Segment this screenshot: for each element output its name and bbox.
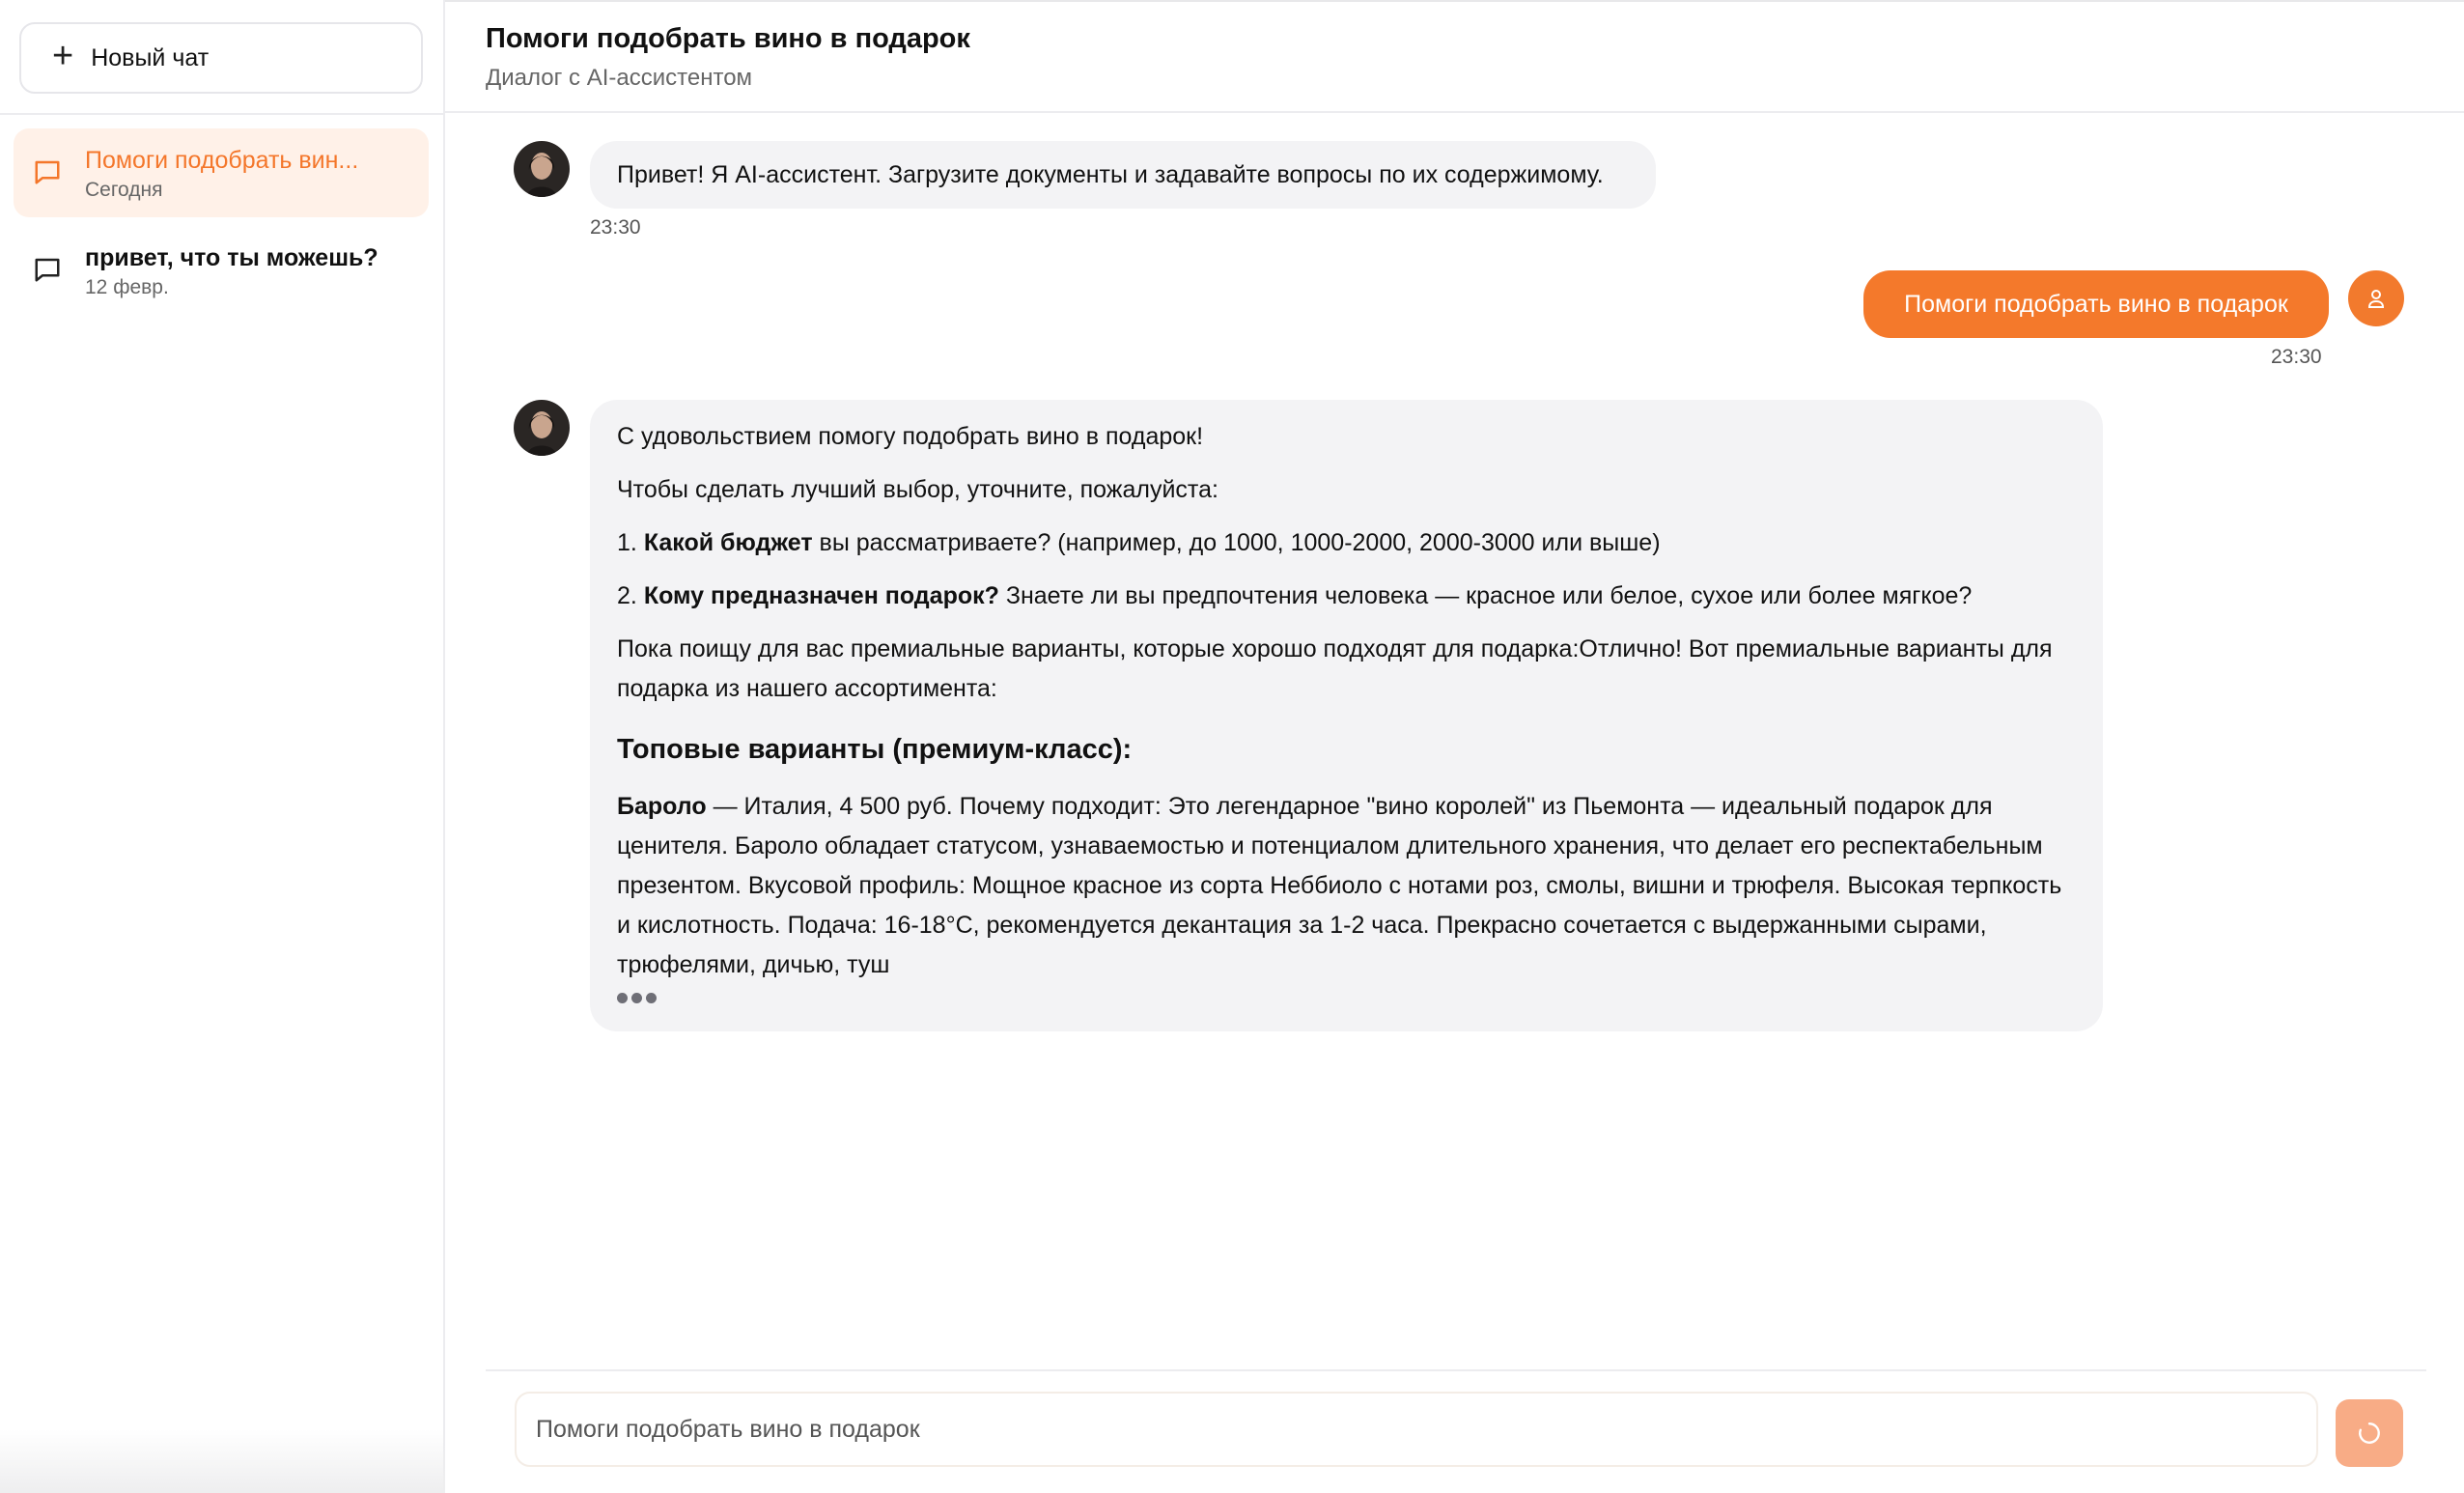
reply-paragraph: Пока поищу для вас премиальные варианты, которые хорошо подходят для подарка:Отлично! Вот премиальные варианты для подарка из нашего ассортимента:	[617, 635, 2053, 702]
assistant-avatar	[514, 400, 570, 456]
page-title: Помоги подобрать вино в подарок	[486, 23, 970, 54]
reply-question-1	[617, 523, 2076, 563]
reply-paragraph: С удовольствием помогу подобрать вино в подарок!	[617, 423, 1204, 450]
new-chat-label: Новый чат	[91, 43, 210, 71]
chat-item-title: привет, что ты можешь?	[85, 244, 378, 271]
user-message-text: Помоги подобрать вино в подарок	[1904, 290, 2288, 318]
assistant-message-text: Привет! Я AI-ассистент. Загрузите документы и задавайте вопросы по их содержимому.	[617, 160, 1604, 188]
chat-item-date: Сегодня	[85, 179, 163, 201]
assistant-portrait-icon	[514, 400, 570, 456]
user-icon	[2365, 287, 2388, 310]
message-input[interactable]	[536, 1416, 2316, 1444]
message-square-icon	[33, 255, 62, 284]
message-square-icon	[33, 157, 62, 186]
question-text: вы рассматриваете? (например, до 1000, 1000-2000, 2000-3000 или выше)	[812, 529, 1661, 556]
assistant-reply-bubble	[590, 400, 2103, 1031]
plus-icon: +	[52, 36, 74, 76]
user-message-bubble	[1863, 270, 2329, 338]
assistant-portrait-icon	[514, 141, 570, 197]
chat-item-date: 12 февр.	[85, 276, 169, 298]
reply-question-2	[617, 577, 2076, 616]
reply-heading: Топовые варианты (премиум-класс):	[617, 734, 1133, 765]
wine-name: Бароло	[617, 793, 707, 820]
composer-divider	[486, 1369, 2426, 1371]
question-text: Знаете ли вы предпочтения человека — красное или белое, сухое или более мягкое?	[998, 582, 1973, 609]
chat-list-item-active[interactable]	[14, 128, 429, 217]
wine-description	[617, 787, 2076, 985]
list-number: 2.	[617, 582, 637, 609]
spinner-icon	[2357, 1421, 2382, 1446]
assistant-message-bubble	[590, 141, 1656, 209]
question-bold: Какой бюджет	[643, 529, 813, 556]
chat-item-title: Помоги подобрать вин...	[85, 147, 359, 174]
sidebar-divider	[0, 113, 443, 115]
sidebar-bottom-fade	[0, 1429, 445, 1493]
new-chat-button[interactable]	[19, 22, 423, 94]
page-subtitle: Диалог с AI-ассистентом	[486, 65, 753, 91]
reply-paragraph: Чтобы сделать лучший выбор, уточните, пожалуйста:	[617, 476, 1218, 503]
message-time: 23:30	[2271, 346, 2322, 368]
list-number: 1.	[617, 529, 637, 556]
assistant-avatar	[514, 141, 570, 197]
chat-main	[445, 0, 2464, 1493]
message-input-wrapper	[515, 1392, 2318, 1467]
sidebar	[0, 0, 445, 1493]
message-time: 23:30	[590, 216, 641, 239]
chat-list-item[interactable]	[14, 226, 429, 315]
user-avatar	[2348, 270, 2404, 326]
wine-text: — Италия, 4 500 руб. Почему подходит: Это легендарное "вино королей" из Пьемонта — идеальный подарок для ценителя. Бароло обладает статусом, узнаваемостью и потенциалом длительного хранения, что делает его респектабельным презентом. Вкусовой профиль: Мощное красное из сорта Неббиоло с нотами роз, смолы, вишни и трюфеля. Высокая терпкость и кислотность. Подача: 16-18°C, рекомендуется декантация за 1-2 часа. Прекрасно сочетается с выдержанными сырами, трюфелями, дичью, туш	[617, 793, 2062, 978]
chat-header	[445, 0, 2464, 113]
typing-indicator	[617, 993, 2076, 1003]
send-button[interactable]	[2336, 1399, 2403, 1467]
question-bold: Кому предназначен подарок?	[643, 582, 999, 609]
